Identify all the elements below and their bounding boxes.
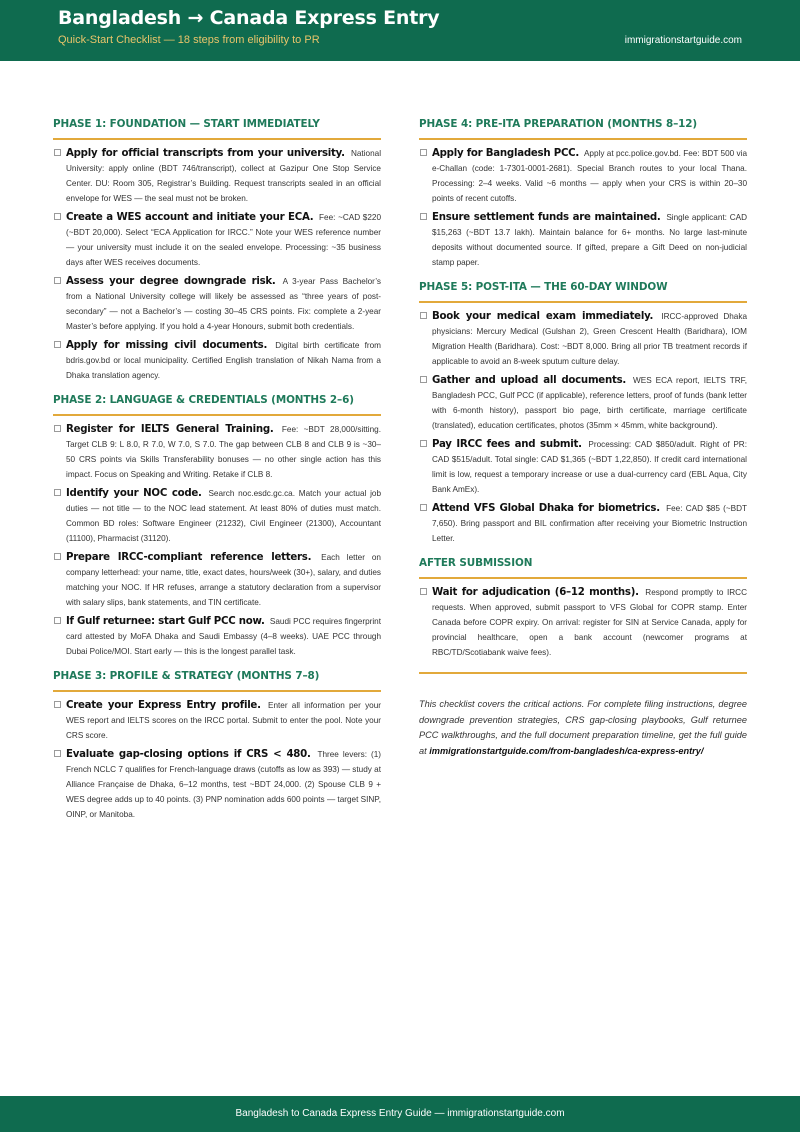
divider xyxy=(419,672,747,675)
right-column xyxy=(419,118,747,759)
checklist-item xyxy=(419,437,747,497)
checklist-item xyxy=(419,373,747,433)
item-description: Single applicant: CAD $15,263 (~BDT 13.7 lakh). Maintain balance for 6+ months. No large last-minute deposits without documented source. If gifted, prepare a Gift Deed on non-judicial stamp paper. xyxy=(432,213,747,267)
phase-3-title: PHASE 3: PROFILE & STRATEGY (MONTHS 7–8) xyxy=(53,670,381,692)
page-footer: Bangladesh to Canada Express Entry Guide — immigrationstartguide.com xyxy=(0,1096,800,1132)
checkbox[interactable] xyxy=(54,750,61,757)
item-heading: Ensure settlement funds are maintained. xyxy=(432,212,661,223)
checklist-item xyxy=(53,274,381,334)
item-description: National University: apply online (BDT 746/transcript), collect at Gazipur One Stop Service Center. DU: Room 305, Registrar’s Building. Request transcripts sealed in an official envelope for WES — the seal must not be broken. xyxy=(66,149,382,203)
phase-3-section xyxy=(53,670,381,822)
item-description: IRCC-approved Dhaka physicians: Mercury Medical (Gulshan 2), Green Crescent Health (Baridhara), IOM Migration Health (Baridhara). Cost: ~BDT 8,000. Bring all prior TB treatment records if applicable to avoid an 8-week sputum culture delay. xyxy=(432,312,747,366)
checkbox[interactable] xyxy=(54,553,61,560)
item-heading: If Gulf returnee: start Gulf PCC now. xyxy=(66,616,265,627)
phase-4-section xyxy=(419,118,747,270)
item-heading: Register for IELTS General Training. xyxy=(66,424,274,435)
item-heading: Book your medical exam immediately. xyxy=(432,311,654,322)
checklist-item xyxy=(53,338,381,383)
item-description: Saudi PCC requires fingerprint card attested by MoFA Dhaka and Saudi Embassy (4–8 weeks). UAE PCC through Dubai Police/MOI. Start early — this is the longest parallel task. xyxy=(66,617,381,656)
item-description: A 3-year Pass Bachelor’s from a National University college will likely be assessed as “three years of post-secondary” — not a Bachelor’s — costing 30–45 CRS points. Fix: complete a 2-year Master’s before applying. If you hold a 4-year Honours, submit both credentials. xyxy=(66,277,381,331)
item-heading: Evaluate gap-closing options if CRS < 480. xyxy=(66,749,311,760)
item-heading: Identify your NOC code. xyxy=(66,488,202,499)
phase-2-section xyxy=(53,394,381,659)
after-submission-section xyxy=(419,557,747,660)
item-description: Enter all information per your WES report and IELTS scores on the IRCC portal. Submit to enter the pool. Note your CRS score. xyxy=(66,701,382,740)
left-column xyxy=(53,118,381,826)
phase-5-title: PHASE 5: POST-ITA — THE 60-DAY WINDOW xyxy=(419,281,747,303)
phase-5-section xyxy=(419,281,747,546)
checklist-item xyxy=(419,501,747,546)
item-heading: Create your Express Entry profile. xyxy=(66,700,261,711)
checklist-item xyxy=(53,614,381,659)
checklist-item xyxy=(419,585,747,660)
checklist-item xyxy=(419,210,747,270)
item-description: Each letter on company letterhead: your name, title, exact dates, hours/week (30+), salary, and duties matching your NOC. If HR refuses, arrange a statutory declaration from a supervisor with salary slips, bank statements, and TIN certificate. xyxy=(66,553,382,607)
item-description: Fee: ~BDT 28,000/sitting. Target CLB 9: L 8.0, R 7.0, W 7.0, S 7.0. The gap between CLB 8 and CLB 9 is ~30–50 CRS points via Skills Transferability bonuses — no other single action has this impact. Focus on Speaking and Writing. Retake if CLB 8. xyxy=(66,425,382,479)
header-site-link[interactable]: immigrationstartguide.com xyxy=(624,35,742,46)
checkbox[interactable] xyxy=(420,149,427,156)
checkbox[interactable] xyxy=(420,588,427,595)
checklist-item xyxy=(419,309,747,369)
checkbox[interactable] xyxy=(420,440,427,447)
checkbox[interactable] xyxy=(54,213,61,220)
phase-1-title: PHASE 1: FOUNDATION — START IMMEDIATELY xyxy=(53,118,381,140)
checklist-item xyxy=(53,747,381,822)
checklist-item xyxy=(53,550,381,610)
checklist-item xyxy=(53,146,381,206)
item-heading: Pay IRCC fees and submit. xyxy=(432,439,582,450)
page-header xyxy=(0,0,800,61)
item-heading: Assess your degree downgrade risk. xyxy=(66,276,276,287)
checklist-item xyxy=(53,698,381,743)
page-subtitle: Quick-Start Checklist — 18 steps from eligibility to PR xyxy=(58,34,320,46)
checkbox[interactable] xyxy=(54,701,61,708)
item-heading: Apply for missing civil documents. xyxy=(66,340,268,351)
item-description: Fee: ~CAD $220 (~BDT 20,000). Select “ECA Application for IRCC.” Note your WES reference number — your university must include it on the sealed envelope. Processing: ~35 business days after WES receives documents. xyxy=(66,213,381,267)
item-heading: Attend VFS Global Dhaka for biometrics. xyxy=(432,503,660,514)
guide-note-text: This checklist covers the critical actions. For complete filing instructions, degree downgrade prevention strategies, CRS gap-closing playbooks, Gulf returnee PCC walkthroughs, and the full document preparation timeline, get the full guide at xyxy=(419,699,747,756)
item-heading: Prepare IRCC-compliant reference letters. xyxy=(66,552,312,563)
item-description: Apply at pcc.police.gov.bd. Fee: BDT 500 via e-Challan (code: 1-7301-0001-2681). Special Branch routes to your local Thana. Processing: 2–4 weeks. Valid ~6 months — apply when your CRS is within 20–30 points of recent cutoffs. xyxy=(432,149,747,203)
item-description: Fee: CAD $85 (~BDT 7,650). Bring passport and BIL confirmation after receiving your Biometric Instruction Letter. xyxy=(432,504,747,543)
checkbox[interactable] xyxy=(420,312,427,319)
page-title: Bangladesh → Canada Express Entry xyxy=(58,7,440,29)
item-description: Processing: CAD $850/adult. Right of PR: CAD $515/adult. Total single: CAD $1,365 (~BDT 1,22,850). If credit card international limit is low, request a temporary increase or use a dual-currency card (EBL Aqua, City Bank AmEx). xyxy=(432,440,747,494)
checkbox[interactable] xyxy=(54,489,61,496)
phase-4-title: PHASE 4: PRE-ITA PREPARATION (MONTHS 8–12) xyxy=(419,118,747,140)
checkbox[interactable] xyxy=(420,213,427,220)
checkbox[interactable] xyxy=(420,504,427,511)
checklist-item xyxy=(53,210,381,270)
guide-link[interactable]: immigrationstartguide.com/from-bangladesh/ca-express-entry/ xyxy=(429,745,704,756)
checklist-item xyxy=(53,486,381,546)
item-description: Three levers: (1) French NCLC 7 qualifies for French-language draws (cutoffs as low as 393) — study at Alliance Française de Dhaka, 6–12 months, test ~BDT 24,000. (2) Spouse CLB 9 + WES degree adds up to 40 points. (3) PNP nomination adds 600 points — target SINP, OINP, or Manitoba. xyxy=(66,750,381,819)
item-description: Digital birth certificate from bdris.gov.bd or local municipality. Certified English translation of Nikah Nama from a Dhaka translation agency. xyxy=(66,341,381,380)
item-description: Respond promptly to IRCC requests. When approved, submit passport to VFS Global for COPR stamp. Enter Canada before COPR expiry. On arrival: register for SIN at Service Canada, apply for provincial healthcare, open a bank account (newcomer programs at RBC/TD/Scotiabank waive fees). xyxy=(432,588,747,657)
item-description: Search noc.esdc.gc.ca. Match your actual job duties — not title — to the NOC lead statement. At least 80% of duties must match. Common BD roles: Software Engineer (21232), Civil Engineer (21300), Accountant (11100), Pharmacist (31120). xyxy=(66,489,381,543)
item-heading: Wait for adjudication (6–12 months). xyxy=(432,587,639,598)
checkbox[interactable] xyxy=(54,617,61,624)
guide-note xyxy=(419,697,747,759)
checkbox[interactable] xyxy=(54,277,61,284)
checklist-item xyxy=(53,422,381,482)
checkbox[interactable] xyxy=(54,425,61,432)
checkbox[interactable] xyxy=(420,376,427,383)
checklist-item xyxy=(419,146,747,206)
after-submission-title: AFTER SUBMISSION xyxy=(419,557,747,579)
item-heading: Create a WES account and initiate your ECA. xyxy=(66,212,314,223)
item-heading: Apply for official transcripts from your university. xyxy=(66,148,345,159)
phase-2-title: PHASE 2: LANGUAGE & CREDENTIALS (MONTHS 2–6) xyxy=(53,394,381,416)
checkbox[interactable] xyxy=(54,341,61,348)
item-heading: Apply for Bangladesh PCC. xyxy=(432,148,580,159)
item-description: WES ECA report, IELTS TRF, Bangladesh PCC, Gulf PCC (if applicable), reference letters, proof of funds (bank letter with 6-month history), passport bio page, birth certificate, marriage certificate (translated), education certificates, photos (35mm × 45mm, white background). xyxy=(432,376,747,430)
phase-1-section xyxy=(53,118,381,383)
checkbox[interactable] xyxy=(54,149,61,156)
item-heading: Gather and upload all documents. xyxy=(432,375,627,386)
